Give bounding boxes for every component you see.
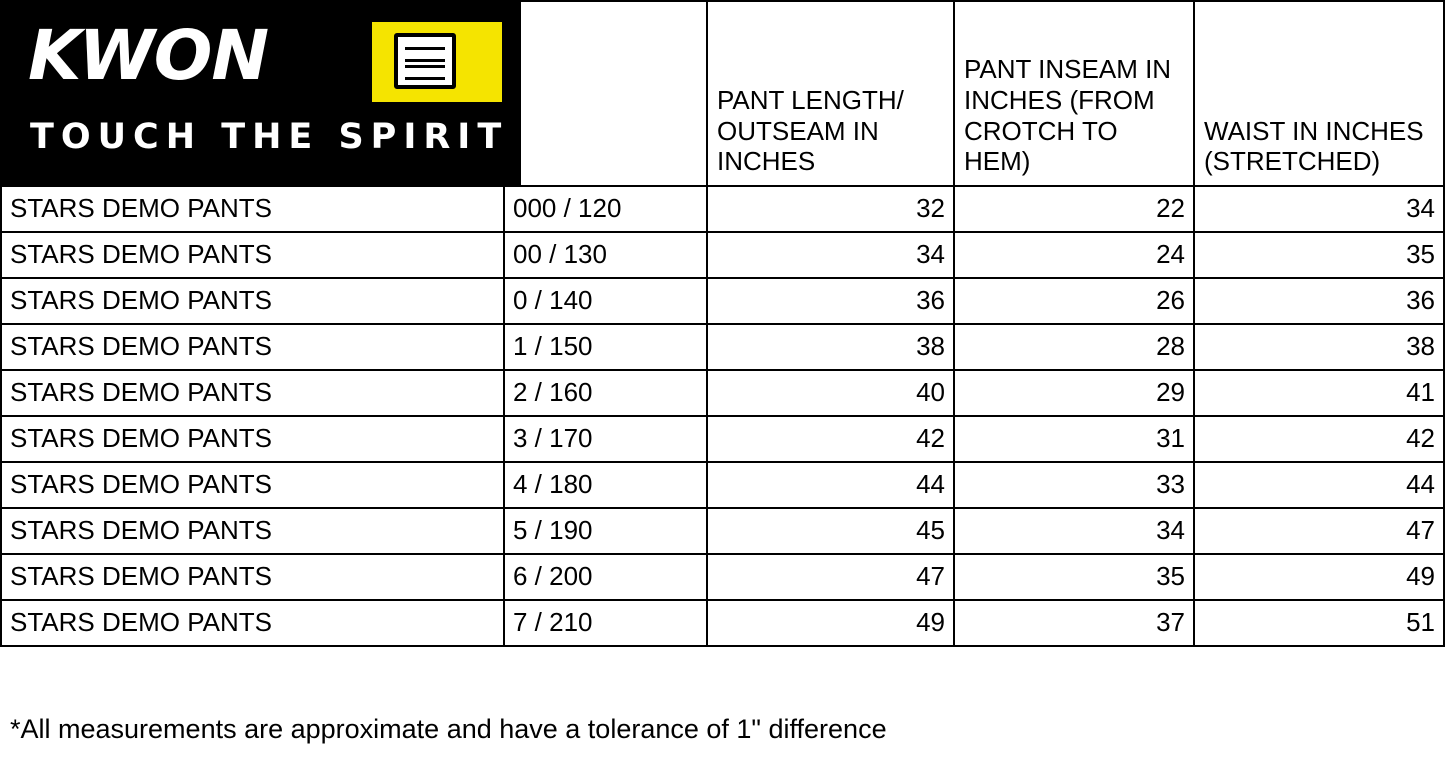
cell-inseam: 26	[954, 278, 1194, 324]
cell-outseam: 45	[707, 508, 954, 554]
cell-outseam: 40	[707, 370, 954, 416]
cell-waist: 42	[1194, 416, 1444, 462]
brand-wordmark: KWON	[28, 16, 269, 96]
header-outseam: PANT LENGTH/ OUTSEAM IN INCHES	[707, 1, 954, 186]
cell-product: STARS DEMO PANTS	[1, 554, 504, 600]
header-inseam: PANT INSEAM IN INCHES (FROM CROTCH TO HEM)	[954, 1, 1194, 186]
cell-waist: 36	[1194, 278, 1444, 324]
cell-product: STARS DEMO PANTS	[1, 462, 504, 508]
cell-waist: 51	[1194, 600, 1444, 646]
cell-size: 1 / 150	[504, 324, 707, 370]
table-row	[1, 462, 1444, 508]
cell-outseam: 36	[707, 278, 954, 324]
cell-inseam: 24	[954, 232, 1194, 278]
cell-inseam: 29	[954, 370, 1194, 416]
cell-product: STARS DEMO PANTS	[1, 232, 504, 278]
table-row	[1, 278, 1444, 324]
table-row	[1, 232, 1444, 278]
cell-outseam: 34	[707, 232, 954, 278]
footnote: *All measurements are approximate and have a tolerance of 1" difference	[10, 714, 887, 744]
cell-outseam: 32	[707, 186, 954, 232]
cell-size: 2 / 160	[504, 370, 707, 416]
table-row	[1, 324, 1444, 370]
cell-size: 7 / 210	[504, 600, 707, 646]
cell-waist: 34	[1194, 186, 1444, 232]
table-row	[1, 416, 1444, 462]
cell-product: STARS DEMO PANTS	[1, 370, 504, 416]
cell-product: STARS DEMO PANTS	[1, 278, 504, 324]
cell-waist: 49	[1194, 554, 1444, 600]
cell-outseam: 38	[707, 324, 954, 370]
cell-size: 0 / 140	[504, 278, 707, 324]
table-row	[1, 600, 1444, 646]
cell-product: STARS DEMO PANTS	[1, 324, 504, 370]
cell-product: STARS DEMO PANTS	[1, 508, 504, 554]
table-row	[1, 554, 1444, 600]
cell-product: STARS DEMO PANTS	[1, 186, 504, 232]
cell-outseam: 47	[707, 554, 954, 600]
cell-waist: 47	[1194, 508, 1444, 554]
table-row	[1, 186, 1444, 232]
cell-waist: 41	[1194, 370, 1444, 416]
cell-size: 4 / 180	[504, 462, 707, 508]
cell-product: STARS DEMO PANTS	[1, 600, 504, 646]
cell-product: STARS DEMO PANTS	[1, 416, 504, 462]
cell-size: 000 / 120	[504, 186, 707, 232]
table-row	[1, 508, 1444, 554]
cell-outseam: 44	[707, 462, 954, 508]
cell-size: 00 / 130	[504, 232, 707, 278]
cell-outseam: 42	[707, 416, 954, 462]
cell-size: 6 / 200	[504, 554, 707, 600]
cell-inseam: 22	[954, 186, 1194, 232]
cell-waist: 44	[1194, 462, 1444, 508]
cell-inseam: 34	[954, 508, 1194, 554]
cell-size: 3 / 170	[504, 416, 707, 462]
blank-header-cell	[504, 1, 707, 186]
brand-tagline: TOUCH THE SPIRIT	[30, 117, 509, 157]
cell-waist: 38	[1194, 324, 1444, 370]
table-row	[1, 370, 1444, 416]
brand-logo	[0, 0, 521, 185]
cell-inseam: 28	[954, 324, 1194, 370]
cell-outseam: 49	[707, 600, 954, 646]
cell-size: 5 / 190	[504, 508, 707, 554]
cell-inseam: 31	[954, 416, 1194, 462]
cell-inseam: 35	[954, 554, 1194, 600]
cell-waist: 35	[1194, 232, 1444, 278]
header-waist: WAIST IN INCHES (STRETCHED)	[1194, 1, 1444, 186]
cell-inseam: 37	[954, 600, 1194, 646]
fist-icon	[372, 22, 502, 102]
cell-inseam: 33	[954, 462, 1194, 508]
